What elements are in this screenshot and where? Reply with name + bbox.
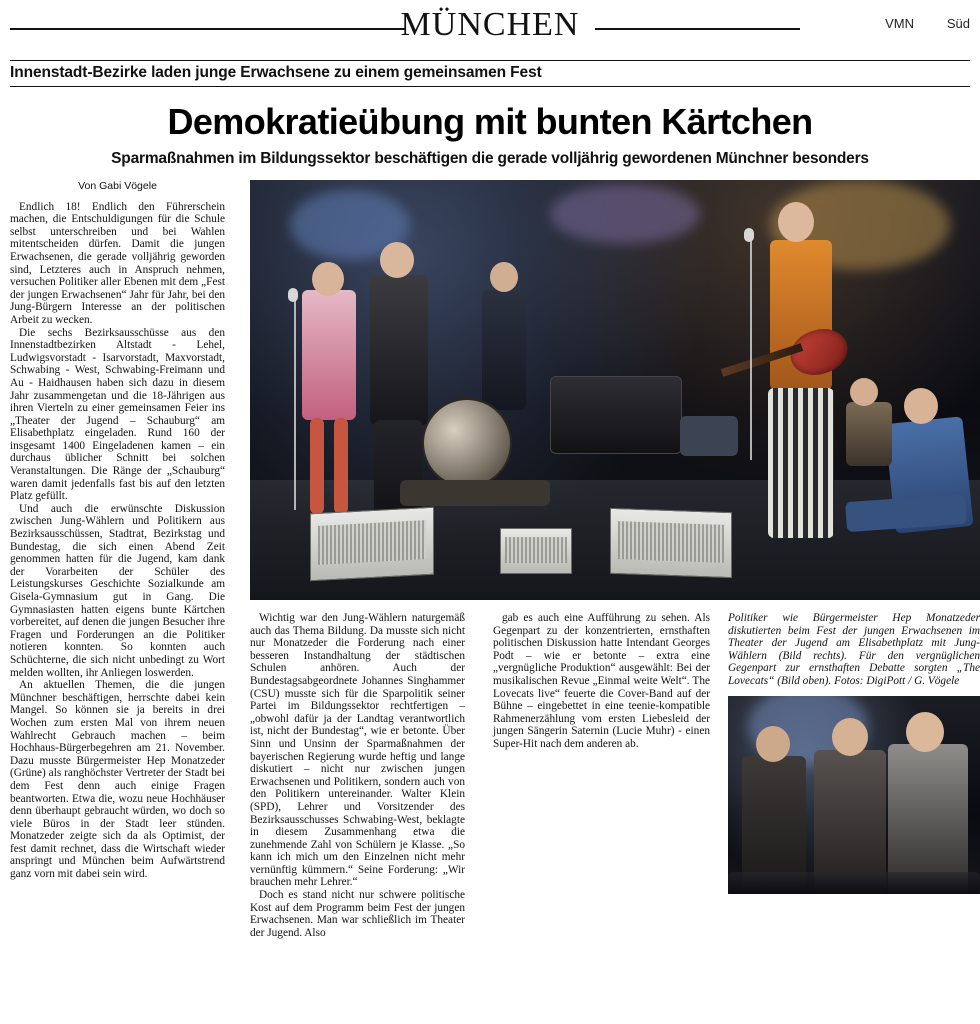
paragraph: Endlich 18! Endlich den Führerschein machen, die Entschuldigungen für die Schule selbst unterschreiben und bei Wahlen mitentscheiden dürfen. Damit die jungen Erwachsenen, die gerade volljährig geworden sind, Letzteres auch in Anspruch nehmen, versuchen Politiker aller Ebenen mit dem „Fest der jungen Erwachsenen“ Jahr für Jahr, bei den Jung-Bürgern Interesse an der politischen Arbeit zu wecken.	[10, 200, 225, 326]
region-label: Süd	[946, 16, 970, 31]
amplifier	[550, 376, 682, 454]
article-subheadline: Sparmaßnahmen im Bildungssektor beschäftigen die gerade volljährig gewordenen Münchner besonders	[111, 150, 869, 167]
paragraph: Wichtig war den Jung-Wählern naturgemäß auch das Thema Bildung. Da musste sich nicht nur Monatzeder die Forderung nach einer besseren Instandhaltung der städtischen Schulen anhören. Auch der Bundestagsabgeordnete Johannes Singhammer (CSU) musste sich für die Sparpolitik seiner Partei im Bildungssektor rechtfertigen – „obwohl dafür ja der Landtag verantwortlich ist, nicht der Bundestag“, wie er betonte. Über Sinn und Unsinn der Sparmaßnahmen der bayerischen Regierung wurde heftig und lange diskutiert – nicht nur zwischen jungen Erwachsenen und Politikern, sondern auch von den Politikern untereinander. Walter Klein (SPD), Lehrer und Vorsitzender des Bezirksausschusses Schwabing-West, beklagte in diesem Zusammenhang etwa die zunehmende Zahl von Schülern je Klasse. „So kann ich mich um den Einzelnen nicht mehr vernünftig kümmern.“ Seine Forderung: „Wir brauchen mehr Lehrer.“	[250, 612, 465, 889]
drum-riser	[400, 480, 550, 506]
inset-photo	[728, 696, 980, 894]
microphone-stand	[750, 240, 752, 460]
photo-caption	[728, 612, 980, 688]
performer-head	[490, 262, 518, 292]
microphone	[744, 228, 754, 242]
microphone	[288, 288, 298, 302]
page-title: MÜNCHEN	[400, 6, 580, 43]
main-photo	[250, 180, 980, 600]
masthead	[10, 4, 970, 48]
stage-monitor	[310, 507, 434, 581]
text-column-3	[493, 612, 710, 751]
article-headline: Demokratieübung mit bunten Kärtchen	[167, 101, 813, 142]
paragraph: Und auch die erwünschte Diskussion zwischen Jung-Wählern und Politikern aus Bezirksausschüssen, Stadtrat, Bezirkstag und Bundestag, die sich einen Abend Zeit genommen hatten für die Jugend, kam dank der Vorarbeiten der Schüler des Leistungskurses Geschichte Sozialkunde am Gisela-Gymnasium gut in Gang. Die Gymnasiasten hatten eigens bunte Kärtchen vorbereitet, auf denen die jungen Besucher ihre Fragen und Forderungen an die Politiker notieren konnten. So konnten auch Schüchterne, die sich nicht unbedingt zu Wort melden wollten, ihr Anliegen loswerden.	[10, 502, 225, 679]
performer-leg	[334, 418, 348, 514]
stage-monitor	[500, 528, 572, 574]
stage-monitor	[610, 508, 732, 578]
paragraph: gab es auch eine Aufführung zu sehen. Als Gegenpart zu der konzentrierten, ernsthaften politischen Diskussion hatte Intendant Georges Podt – wie er betonte – extra eine „vergnügliche Produktion“ ausgewählt: Bei der musikalischen Revue „Einmal weite Welt“. The Lovecats live“ feuerte die Cover-Band auf der Bühne – eingebettet in eine teenie-kompatible Rahmenerzählung vom ersten Liebesleid der jungen Sängerin Saternin (Lucie Muhr) - einen Super-Hit nach dem anderen ab.	[493, 612, 710, 750]
masthead-rule-right	[595, 28, 800, 30]
microphone-stand	[294, 300, 296, 510]
text-column-2	[250, 612, 465, 939]
person-head	[832, 718, 868, 756]
equipment-case	[680, 416, 738, 456]
performer-figure	[846, 402, 892, 466]
paragraph: Die sechs Bezirksausschüsse aus den Innenstadtbezirken Altstadt - Lehel, Ludwigsvorstadt - Isarvorstadt, Maxvorstadt, Schwabing - West, Schwabing-Freimann und Au - Haidhausen haben sich dazu in diesem Jahr zusammengetan und die 18-Jährigen aus ihren Vierteln zu einer gemeinsamen Feier ins „Theater der Jugend – Schauburg“ am Elisabethplatz eingeladen. Rund 160 der insgesamt 1400 Eingeladenen kamen – ein durchaus üblicher Schnitt bei solchen Veranstaltungen. Die Ränge der „Schauburg“ waren damit jedenfalls fast bis auf den letzten Platz gefüllt.	[10, 326, 225, 503]
article-body	[10, 180, 980, 995]
stage-light	[550, 184, 700, 244]
photo-credit: Fotos: DigiPott / G. Vögele	[834, 674, 960, 687]
performer-figure	[370, 275, 428, 425]
paragraph: An aktuellen Themen, die die jungen Münchner beschäftigen, herrschte dabei kein Mangel. So können sie ja bereits in drei Wochen zum ersten Mal von ihrem neuen Wahlrecht Gebrauch machen – beim Hochhaus-Bürgerbegehren am 21. November. Dazu musste Bürgermeister Hep Monatzeder (Grüne) als ranghöchster Vertreter der Stadt bei dem Fest denn auch einige Fragen beantworten. Etwa die, wozu neue Hochhäuser denn überhaupt gebraucht würden, wo doch so viele Büros in der Stadt leer stünden. Monatzeder zeigte sich da als Optimist, der fest damit rechnet, dass die Wirtschaft wieder anspringt und München beim Aufwärtstrend ganz vorn mit dabei sein wird.	[10, 679, 225, 881]
person-head	[906, 712, 944, 752]
performer-figure	[302, 290, 356, 420]
drum-kit	[422, 398, 512, 488]
text-column-1	[10, 180, 225, 881]
performer-head	[778, 202, 814, 242]
caption-column	[728, 612, 980, 894]
performer-leg	[310, 418, 324, 514]
foreground-shadow	[728, 872, 980, 894]
caption-text: Politiker wie Bürgermeister Hep Monatzeder diskutierten beim Fest der jungen Erwachsenen im Theater der Jugend am Elisabethplatz mit Jung-Wählern (Bild rechts). Für den vergnüglichen Gegenpart zur ernsthaften Debatte sorgten „The Lovecats“ (Bild oben).	[728, 612, 980, 687]
performer-head	[904, 388, 938, 424]
byline: Von Gabi Vögele	[78, 180, 157, 192]
performer-head	[850, 378, 878, 406]
performer-striped-trousers	[768, 388, 834, 538]
performer-head	[380, 242, 414, 278]
person-head	[756, 726, 790, 762]
performer-figure	[482, 290, 526, 410]
newspaper-page	[0, 4, 980, 1024]
performer-head	[312, 262, 344, 296]
kicker-text: Innenstadt-Bezirke laden junge Erwachsene zu einem gemeinsamen Fest	[10, 64, 542, 81]
masthead-rule-left	[10, 28, 405, 30]
edition-code: VMN	[885, 16, 914, 31]
kicker-bar	[10, 60, 970, 87]
paragraph: Doch es stand nicht nur schwere politische Kost auf dem Programm beim Fest der jungen Erwachsenen. Man war schließlich im Theater der Jugend. Also	[250, 889, 465, 939]
